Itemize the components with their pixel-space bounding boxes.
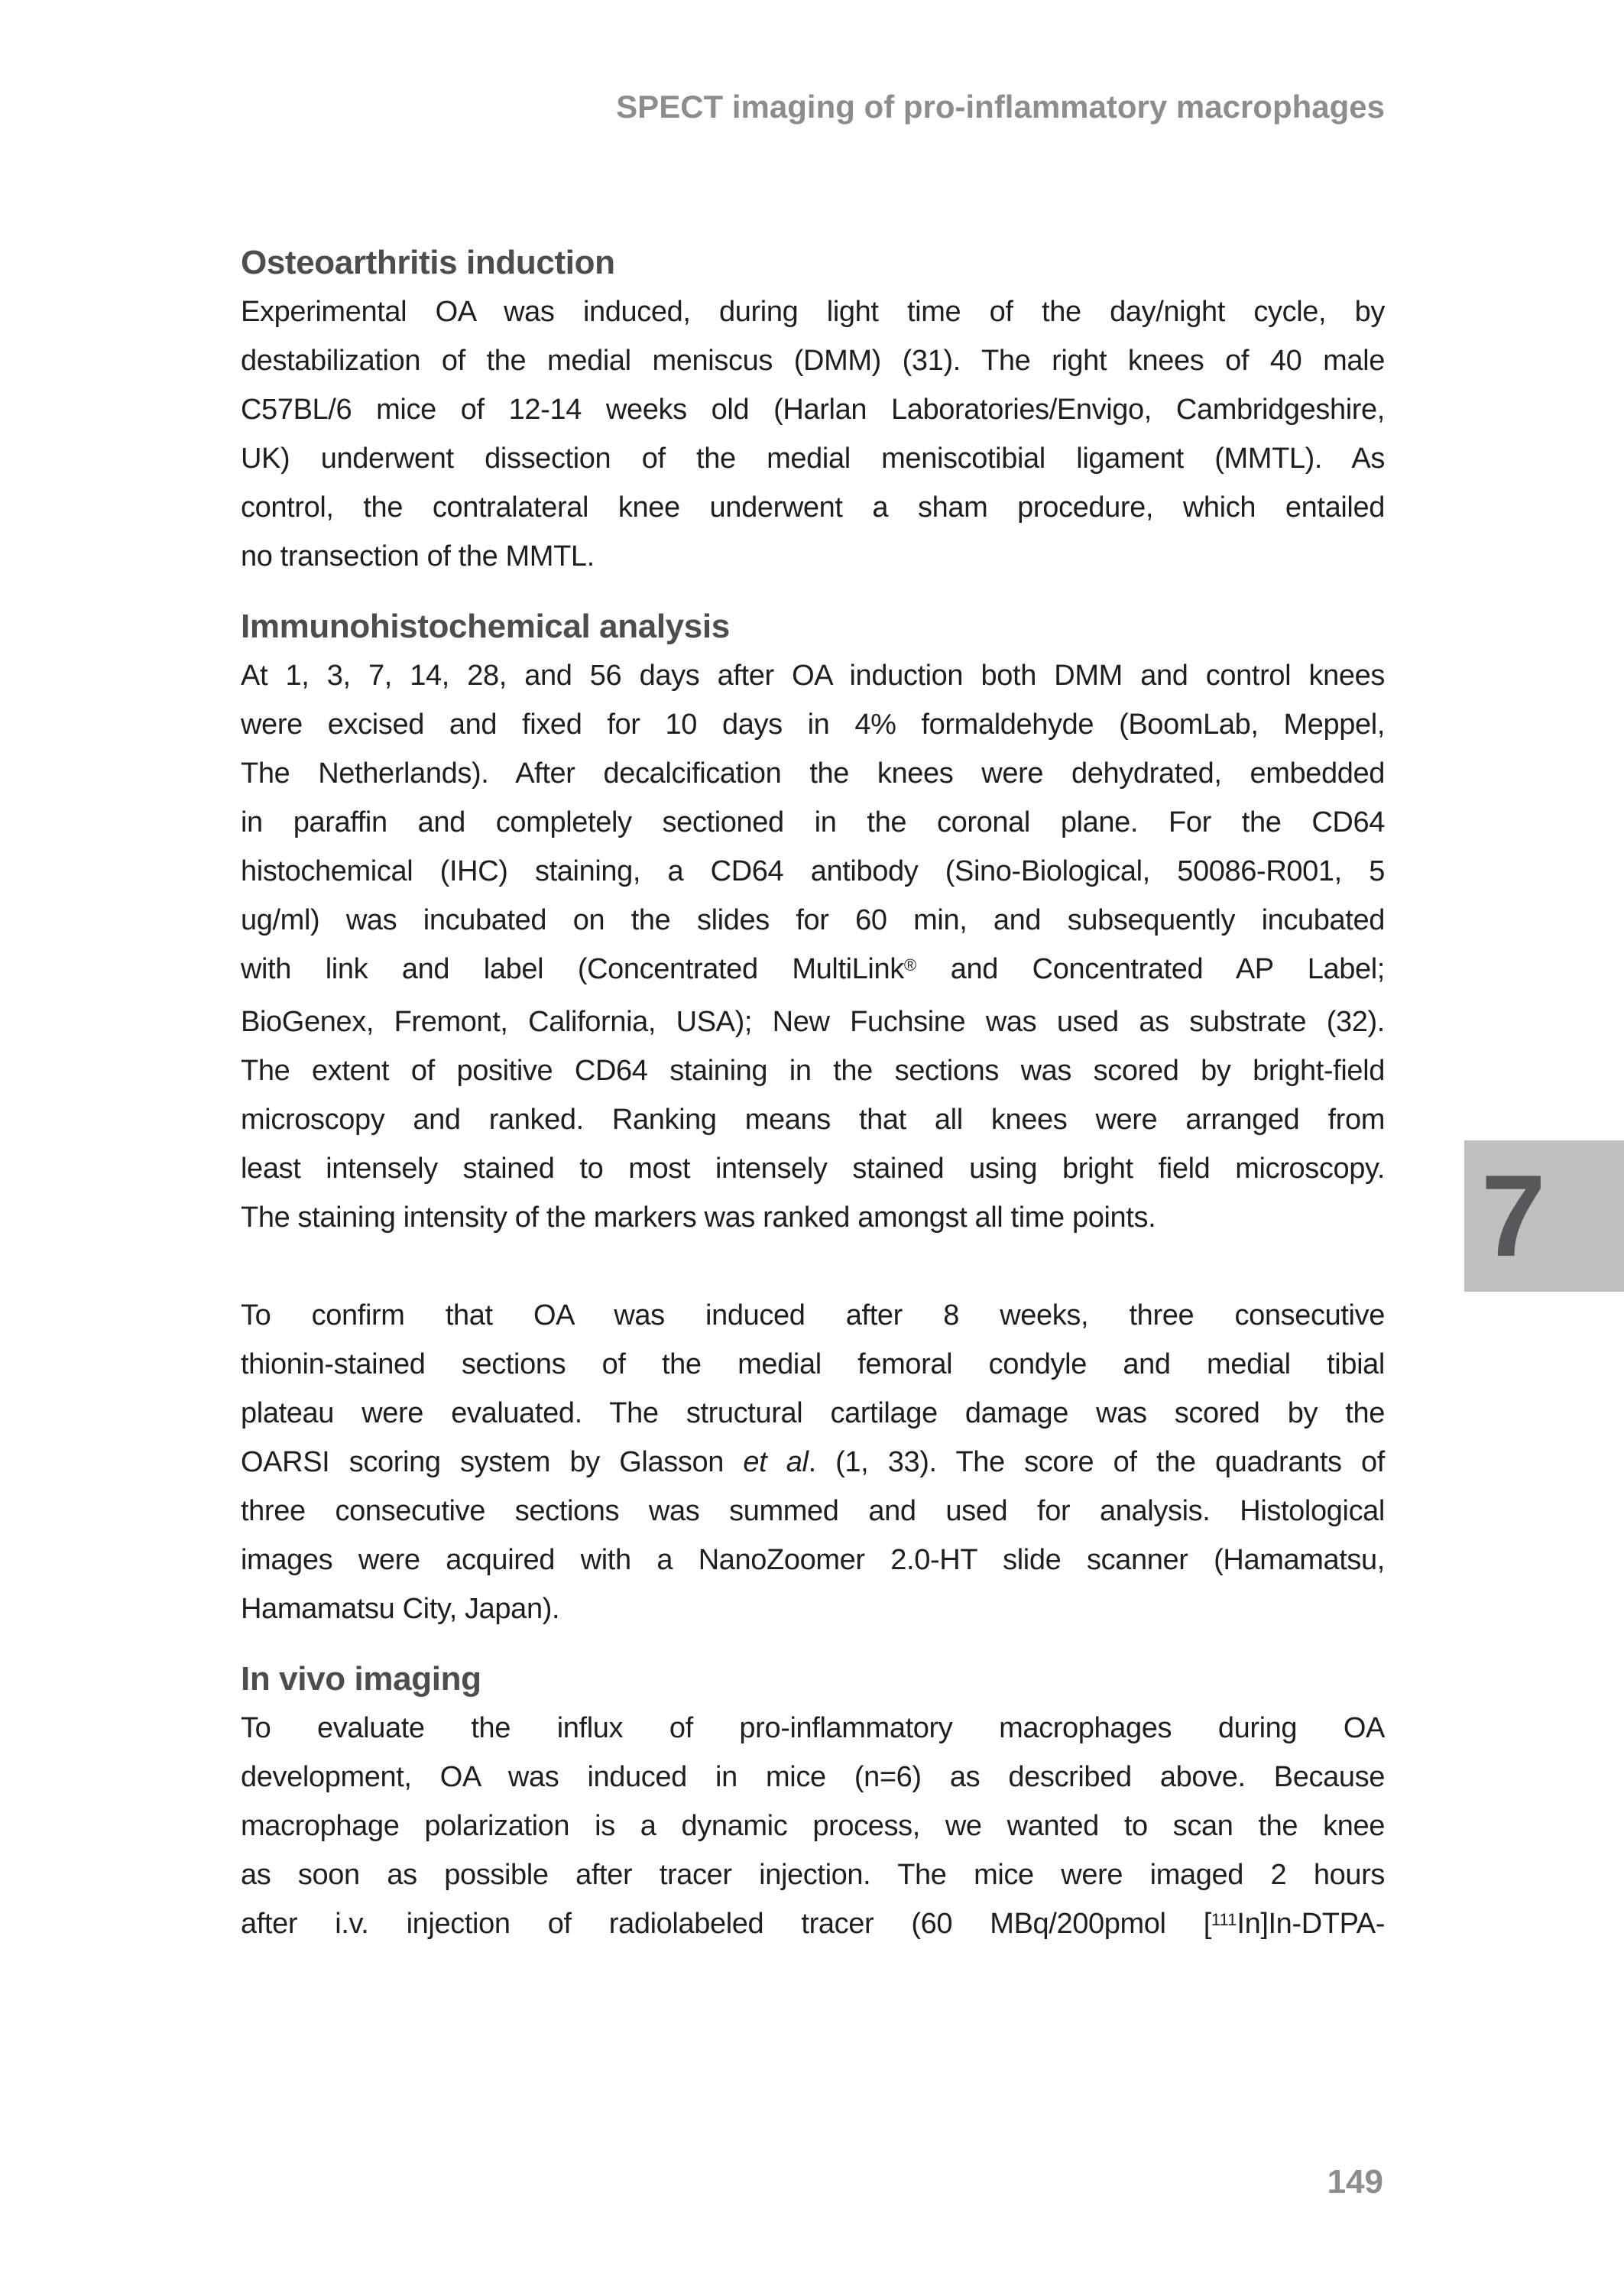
text-line: [241, 651, 1385, 700]
text-segment: development, OA was induced in mice (n=6) as described above. Because: [241, 1761, 1385, 1793]
page-content: [241, 238, 1385, 1952]
section-in-vivo-imaging: [241, 1655, 1385, 1952]
text-segment: Experimental OA was induced, during light time of the day/night cycle, by: [241, 296, 1385, 328]
text-line: [241, 1753, 1385, 1802]
paragraph: [241, 1704, 1385, 1952]
text-segment: images were acquired with a NanoZoomer 2.0-HT slide scanner (Hamamatsu,: [241, 1544, 1385, 1576]
text-line: [241, 1389, 1385, 1438]
section-heading: Osteoarthritis induction: [241, 244, 615, 281]
text-segment: OARSI scoring system by Glasson: [241, 1446, 744, 1478]
text-line: [241, 483, 1385, 532]
text-line: [241, 1487, 1385, 1536]
text-segment: least intensely stained to most intensely stained using bright field microscopy.: [241, 1153, 1385, 1185]
text-line: [241, 1704, 1385, 1753]
text-segment: . (1, 33). The score of the quadrants of: [808, 1446, 1385, 1478]
text-segment: To evaluate the influx of pro-inflammatory macrophages during OA: [241, 1712, 1385, 1744]
chapter-number: 7: [1481, 1151, 1546, 1281]
section-osteoarthritis-induction: [241, 238, 1385, 581]
text-line: [241, 1850, 1385, 1899]
text-segment: UK) underwent dissection of the medial meniscotibial ligament (MMTL). As: [241, 443, 1385, 475]
text-segment: after i.v. injection of radiolabeled tracer (60 MBq/200pmol [: [241, 1908, 1211, 1940]
text-segment: Hamamatsu City, Japan).: [241, 1593, 560, 1625]
text-segment: were excised and fixed for 10 days in 4% formaldehyde (BoomLab, Meppel,: [241, 709, 1385, 741]
text-segment: BioGenex, Fremont, California, USA); New Fuchsine was used as substrate (32).: [241, 1006, 1385, 1038]
text-line: [241, 997, 1385, 1046]
superscript: ®: [903, 955, 917, 975]
text-segment: The extent of positive CD64 staining in the sections was scored by bright-field: [241, 1055, 1385, 1087]
text-segment: C57BL/6 mice of 12-14 weeks old (Harlan Laboratories/Envigo, Cambridgeshire,: [241, 394, 1385, 426]
text-line: [241, 1340, 1385, 1389]
text-segment: three consecutive sections was summed and used for analysis. Histological: [241, 1495, 1385, 1527]
text-line: [241, 945, 1385, 997]
text-line: [241, 1536, 1385, 1584]
text-segment: as soon as possible after tracer injection. The mice were imaged 2 hours: [241, 1859, 1385, 1891]
text-segment: In]In-DTPA-: [1237, 1908, 1385, 1940]
text-line: [241, 700, 1385, 749]
running-header: SPECT imaging of pro-inflammatory macrophages: [616, 89, 1385, 125]
text-segment: The Netherlands). After decalcification the knees were dehydrated, embedded: [241, 757, 1385, 790]
text-segment: To confirm that OA was induced after 8 weeks, three consecutive: [241, 1299, 1385, 1331]
text-segment: with link and label (Concentrated MultiLink: [241, 953, 904, 985]
text-line: [241, 1046, 1385, 1095]
text-segment: et al: [743, 1446, 809, 1478]
text-segment: control, the contralateral knee underwent a sham procedure, which entailed: [241, 491, 1385, 524]
text-segment: destabilization of the medial meniscus (DMM) (31). The right knees of 40 male: [241, 345, 1385, 377]
text-segment: microscopy and ranked. Ranking means that all knees were arranged from: [241, 1104, 1385, 1136]
text-segment: macrophage polarization is a dynamic process, we wanted to scan the knee: [241, 1810, 1385, 1842]
text-line: [241, 1193, 1385, 1242]
text-line: [241, 532, 1385, 581]
text-line: [241, 287, 1385, 336]
text-line: [241, 847, 1385, 896]
text-line: [241, 1802, 1385, 1850]
text-line: [241, 1438, 1385, 1487]
text-line: [241, 1144, 1385, 1193]
chapter-tab: [1464, 1140, 1624, 1292]
text-segment: no transection of the MMTL.: [241, 540, 595, 572]
text-segment: histochemical (IHC) staining, a CD64 antibody (Sino-Biological, 50086-R001, 5: [241, 855, 1385, 887]
text-segment: At 1, 3, 7, 14, 28, and 56 days after OA induction both DMM and control knees: [241, 660, 1385, 692]
section-heading: In vivo imaging: [241, 1660, 481, 1698]
text-segment: ug/ml) was incubated on the slides for 60 min, and subsequently incubated: [241, 904, 1385, 936]
text-segment: plateau were evaluated. The structural cartilage damage was scored by the: [241, 1397, 1385, 1429]
text-line: [241, 798, 1385, 847]
section-immunohistochemical-analysis: [241, 602, 1385, 1633]
text-line: [241, 1584, 1385, 1633]
text-line: [241, 1291, 1385, 1340]
text-line: [241, 749, 1385, 798]
paragraph: [241, 287, 1385, 581]
page-number: 149: [1327, 2163, 1383, 2201]
text-line: [241, 434, 1385, 483]
text-line: [241, 336, 1385, 385]
section-heading: Immunohistochemical analysis: [241, 608, 730, 645]
text-segment: thionin-stained sections of the medial femoral condyle and medial tibial: [241, 1348, 1385, 1380]
text-segment: in paraffin and completely sectioned in the coronal plane. For the CD64: [241, 806, 1385, 838]
paragraph: [241, 651, 1385, 1242]
superscript: 111: [1211, 1910, 1237, 1930]
text-line: [241, 1899, 1385, 1952]
text-line: [241, 385, 1385, 434]
text-line: [241, 1095, 1385, 1144]
text-line: [241, 896, 1385, 945]
text-segment: The staining intensity of the markers was ranked amongst all time points.: [241, 1202, 1156, 1234]
paragraph: [241, 1291, 1385, 1633]
text-segment: and Concentrated AP Label;: [916, 953, 1385, 985]
